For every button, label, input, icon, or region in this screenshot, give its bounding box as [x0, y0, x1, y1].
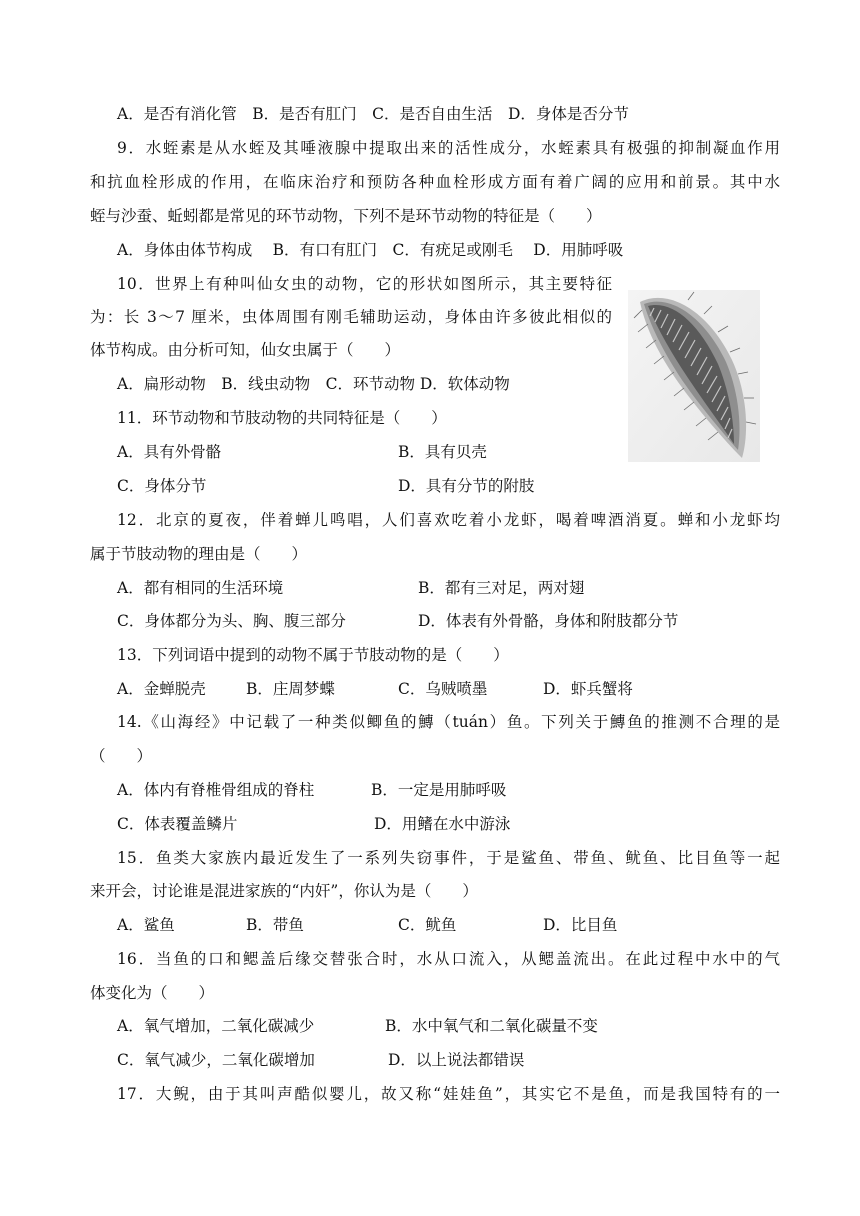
q12-option-b: B．都有三对足，两对翅	[418, 579, 585, 597]
fairy-worm-figure	[628, 290, 760, 462]
q15-option-b: B．带鱼	[246, 916, 304, 934]
q16-stem-line1: 16．当鱼的口和鳃盖后缘交替张合时，水从口流入，从鳃盖流出。在此过程中水中的气	[117, 950, 780, 968]
q9-options: A．身体由体节构成 B．有口有肛门 C．有疣足或刚毛 D．用肺呼吸	[117, 241, 624, 259]
q12-option-d: D．体表有外骨骼，身体和附肢都分节	[418, 612, 679, 630]
q12-option-c: C．身体都分为头、胸、腹三部分	[117, 612, 346, 630]
q12-stem-line1: 12．北京的夏夜，伴着蝉儿鸣唱，人们喜欢吃着小龙虾，喝着啤酒消夏。蝉和小龙虾均	[117, 511, 780, 529]
q13-option-d: D．虾兵蟹将	[543, 680, 633, 698]
q10-stem-line3: 体节构成。由分析可知，仙女虫属于（ ）	[90, 341, 401, 359]
q15-stem-line2: 来开会，讨论谁是混进家族的“内奸”，你认为是（ ）	[90, 882, 478, 900]
q14-option-a: A．体内有脊椎骨组成的脊柱	[117, 781, 315, 799]
q10-stem-line2: 为：长 3～7 厘米，虫体周围有刚毛辅助运动，身体由许多彼此相似的	[90, 308, 612, 326]
q11-option-b: B．具有贝壳	[398, 443, 487, 461]
q9-stem-line2: 和抗血栓形成的作用，在临床治疗和预防各种血栓形成方面有着广阔的应用和前景。其中水	[90, 173, 780, 191]
q11-option-a: A．具有外骨骼	[117, 443, 222, 461]
q14-option-c: C．体表覆盖鳞片	[117, 815, 238, 833]
q16-stem-line2: 体变化为（ ）	[90, 984, 215, 1002]
q12-option-a: A．都有相同的生活环境	[117, 579, 284, 597]
q9-stem-line1: 9．水蛭素是从水蛭及其唾液腺中提取出来的活性成分，水蛭素具有极强的抑制凝血作用	[117, 139, 780, 157]
q12-stem-line2: 属于节肢动物的理由是（ ）	[90, 545, 308, 563]
q16-option-d: D．以上说法都错误	[388, 1051, 525, 1069]
q11-option-d: D．具有分节的附肢	[398, 477, 535, 495]
q16-option-c: C．氧气减少，二氧化碳增加	[117, 1051, 315, 1069]
q13-option-a: A．金蝉脱壳	[117, 680, 206, 698]
q13-stem: 13．下列词语中提到的动物不属于节肢动物的是（ ）	[117, 646, 509, 664]
q10-options: A．扁形动物 B．线虫动物 C．环节动物 D．软体动物	[117, 375, 510, 393]
q16-option-a: A．氧气增加，二氧化碳减少	[117, 1017, 315, 1035]
q8-options: A．是否有消化管 B．是否有肛门 C．是否自由生活 D．身体是否分节	[117, 105, 629, 123]
q14-stem-line2: （ ）	[90, 747, 153, 765]
q14-stem-line1: 14.《山海经》中记载了一种类似鲫鱼的鱄（tuán）鱼。下列关于鱄鱼的推测不合理的是	[117, 713, 780, 731]
q15-stem-line1: 15．鱼类大家族内最近发生了一系列失窃事件，于是鲨鱼、带鱼、鱿鱼、比目鱼等一起	[117, 849, 780, 867]
q14-option-b: B．一定是用肺呼吸	[371, 781, 507, 799]
q15-option-c: C．鱿鱼	[398, 916, 457, 934]
q13-option-c: C．乌贼喷墨	[398, 680, 488, 698]
q9-stem-line3: 蛭与沙蚕、蚯蚓都是常见的环节动物，下列不是环节动物的特征是（ ）	[90, 207, 602, 225]
q15-option-d: D．比目鱼	[543, 916, 618, 934]
q11-option-c: C．身体分节	[117, 477, 207, 495]
q13-option-b: B．庄周梦蝶	[246, 680, 335, 698]
q10-stem-line1: 10．世界上有种叫仙女虫的动物，它的形状如图所示，其主要特征	[117, 275, 612, 293]
q15-option-a: A．鲨鱼	[117, 916, 175, 934]
q16-option-b: B．水中氧气和二氧化碳量不变	[385, 1017, 598, 1035]
q17-stem-line1: 17．大鲵，由于其叫声酷似婴儿，故又称“娃娃鱼”，其实它不是鱼，而是我国特有的一	[117, 1085, 780, 1103]
q14-option-d: D．用鳍在水中游泳	[374, 815, 511, 833]
q11-stem: 11．环节动物和节肢动物的共同特征是（ ）	[117, 409, 447, 427]
